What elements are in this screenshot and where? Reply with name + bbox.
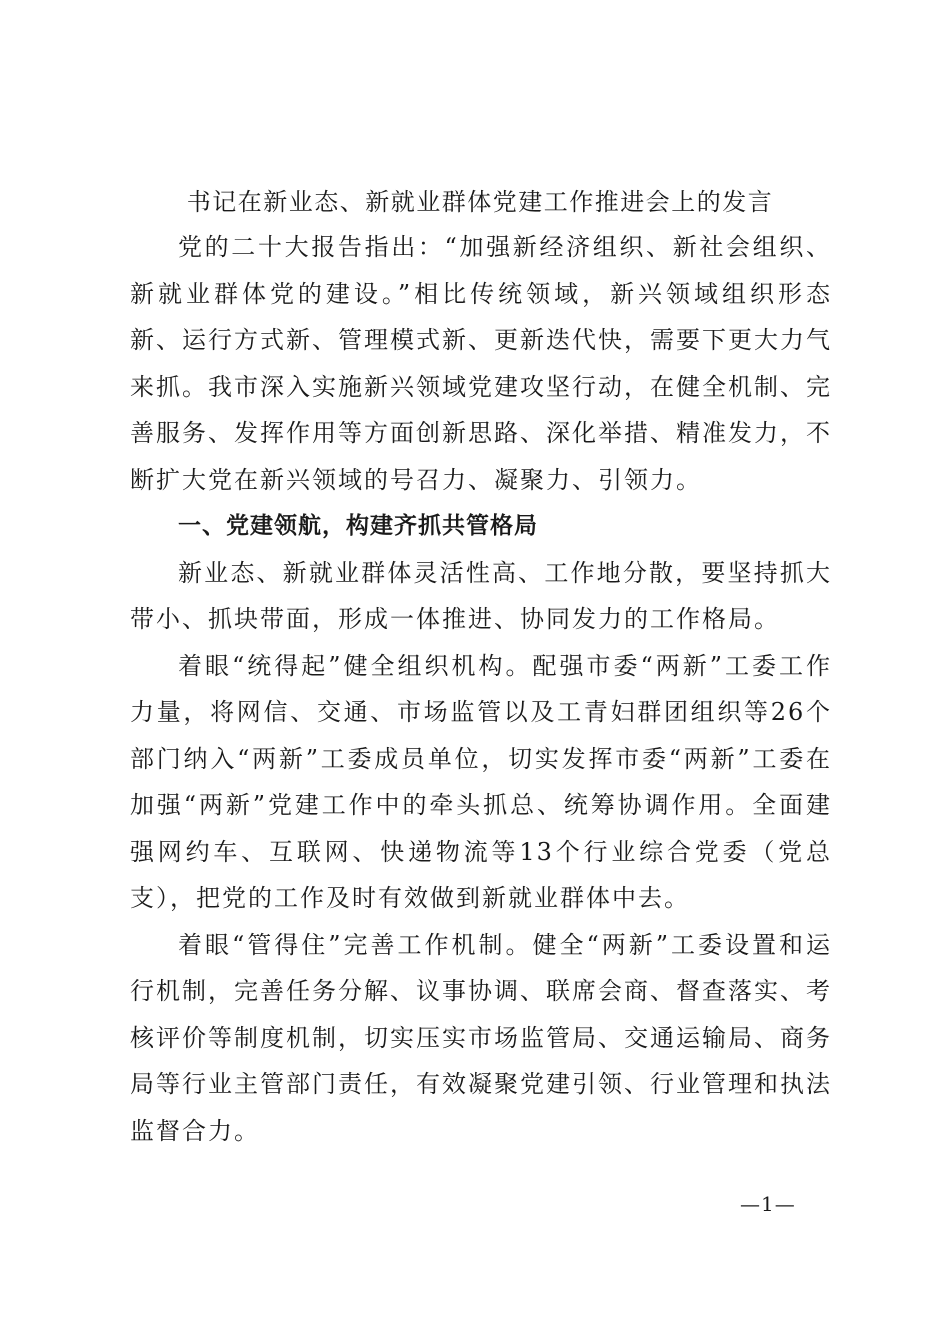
- intro-paragraph: 党的二十大报告指出：“加强新经济组织、新社会组织、新就业群体党的建设。”相比传统领域，新兴领域组织形态新、运行方式新、管理模式新、更新迭代快，需要下更大力气来抓。我市深入实施新兴领域党建攻坚行动，在健全机制、完善服务、发挥作用等方面创新思路、深化举措、精准发力，不断扩大党在新兴领域的号召力、凝聚力、引领力。: [130, 233, 832, 494]
- document-body: [130, 224, 832, 1154]
- section-paragraph-1: 新业态、新就业群体灵活性高、工作地分散，要坚持抓大带小、抓块带面，形成一体推进、协同发力的工作格局。: [130, 558, 832, 633]
- page-number: —1—: [740, 1192, 796, 1216]
- document-title: 书记在新业态、新就业群体党建工作推进会上的发言: [186, 188, 774, 216]
- section-heading: 一、党建领航，构建齐抓共管格局: [178, 513, 538, 539]
- section-paragraph-2: 着眼“统得起”健全组织机构。配强市委“两新”工委工作力量，将网信、交通、市场监管以及工青妇群团组织等26个部门纳入“两新”工委成员单位，切实发挥市委“两新”工委在加强“两新”党建工作中的牵头抓总、统筹协调作用。全面建强网约车、互联网、快递物流等13个行业综合党委（党总支），把党的工作及时有效做到新就业群体中去。: [130, 651, 832, 912]
- section-paragraph-3: 着眼“管得住”完善工作机制。健全“两新”工委设置和运行机制，完善任务分解、议事协调、联席会商、督查落实、考核评价等制度机制，切实压实市场监管局、交通运输局、商务局等行业主管部门责任，有效凝聚党建引领、行业管理和执法监督合力。: [130, 930, 832, 1145]
